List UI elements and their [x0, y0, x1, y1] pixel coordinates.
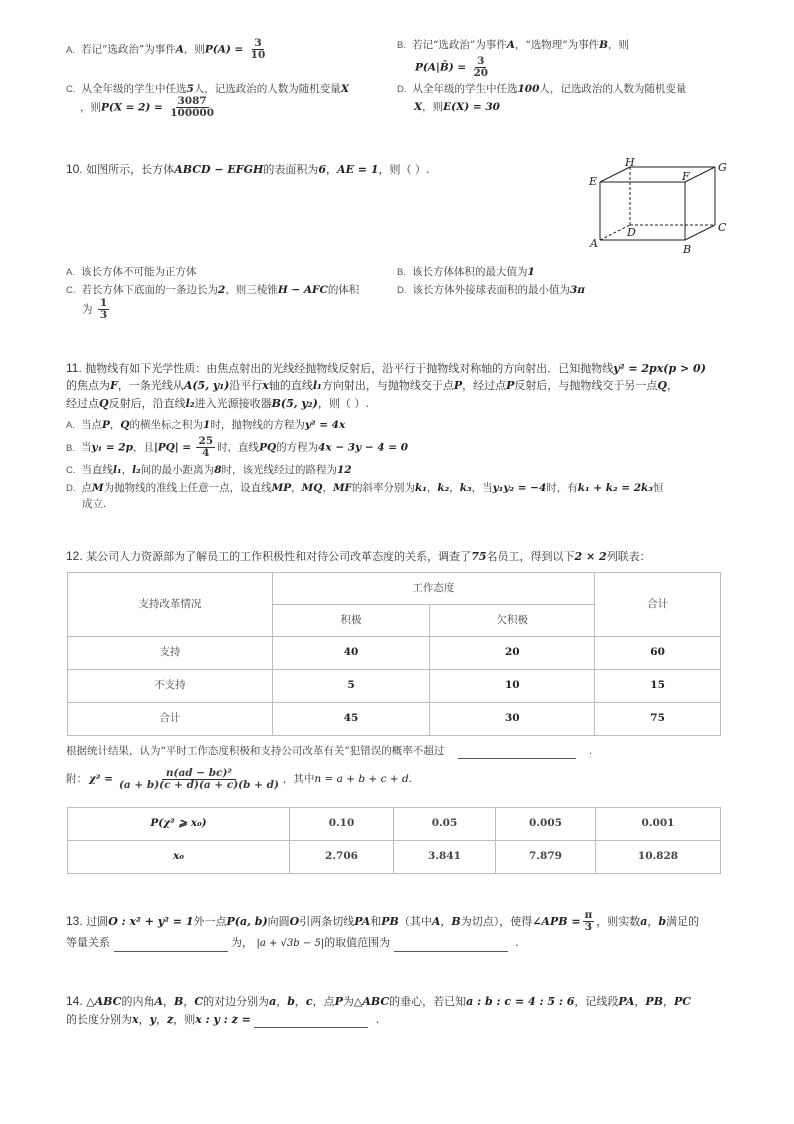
stem-text: ，	[667, 379, 678, 392]
question-number: 11.	[66, 361, 82, 375]
stem-text: 的长度分别为	[66, 1013, 132, 1026]
option-text: 的方程为	[276, 441, 319, 454]
stem-text: ，	[155, 1013, 167, 1026]
math: P	[101, 419, 110, 431]
stem-text: ，其中	[282, 772, 315, 785]
math: x	[132, 1013, 139, 1026]
math: 4x − 3y − 4 = 0	[318, 441, 409, 454]
option-text: 从全年级的学生中任选	[81, 83, 187, 95]
math: A	[431, 914, 441, 928]
stem-text: 为	[342, 995, 354, 1008]
math: 6	[318, 163, 327, 176]
math: l₁	[312, 379, 322, 392]
math: c	[305, 995, 313, 1008]
header-cell: 合计	[595, 573, 721, 637]
header-cell: 积极	[272, 605, 430, 637]
table-cell: 45	[272, 703, 430, 736]
math: x	[262, 379, 269, 392]
stem-text: 的焦点为	[66, 379, 110, 392]
math: B	[174, 995, 184, 1008]
q9-option-b	[397, 38, 629, 53]
math: PA	[354, 914, 371, 928]
q12-stem	[66, 548, 651, 565]
stem-text: ，	[663, 995, 674, 1008]
stem-text: 外一点	[193, 914, 227, 928]
stem-text: 的内角	[121, 995, 155, 1008]
option-label: A.	[66, 44, 75, 56]
option-text: 若记“选政治”为事件	[80, 43, 176, 56]
stem-text: 引两条切线	[299, 914, 355, 928]
q13-stem-line1	[66, 910, 699, 933]
math: 12	[337, 464, 352, 476]
option-text: 人，记选政治的人数为随机变量	[539, 83, 687, 95]
option-text: 从全年级的学生中任选	[412, 83, 518, 95]
denominator: 4	[202, 447, 210, 460]
option-text: 成立.	[82, 498, 107, 510]
stem-text: ，	[440, 914, 452, 928]
table-cell: 0.05	[394, 808, 496, 841]
stem-text: ，则（ ）.	[317, 397, 369, 410]
stem-text: 方向射出，与抛物线交于点	[321, 379, 454, 392]
math: |a + √3b − 5|	[256, 938, 325, 949]
stem-text: ，记线段	[574, 995, 619, 1008]
math: △ABC	[353, 995, 390, 1008]
question-number: 12.	[66, 549, 83, 563]
fraction	[583, 910, 595, 933]
table-cell: 60	[595, 637, 721, 670]
stem-text: 等量关系	[66, 936, 110, 949]
table-cell: 20	[430, 637, 595, 670]
edge-bc	[685, 225, 715, 240]
option-text: 的横坐标之积为	[129, 419, 204, 431]
option-text: ，则	[183, 43, 205, 56]
option-text: ，	[449, 482, 460, 494]
stem-text: ，	[326, 163, 338, 176]
table-cell: 3.841	[394, 841, 496, 874]
stem-text: 的表面积为	[263, 163, 319, 176]
option-text: 点	[81, 482, 92, 494]
math: A	[175, 43, 184, 56]
q11-stem-line3	[66, 396, 369, 412]
math: AE = 1	[337, 163, 379, 176]
math: 8	[214, 464, 222, 476]
table-cell: 40	[272, 637, 430, 670]
math: 3π	[570, 284, 585, 296]
table-row	[68, 808, 721, 841]
option-text: 当点	[80, 419, 102, 431]
q11-option-d	[66, 481, 663, 496]
math: B(5, y₂)	[271, 397, 318, 410]
numerator: 3	[477, 55, 485, 67]
option-text: 间的最小距离为	[140, 464, 215, 476]
table-cell: 10.828	[596, 841, 721, 874]
math: P(A) =	[204, 43, 244, 56]
math: Q	[657, 379, 667, 392]
vertex-label-h: H	[625, 156, 635, 169]
math: PC	[674, 995, 692, 1008]
q14-stem-line2	[66, 1012, 379, 1028]
option-label: D.	[397, 285, 407, 296]
vertex-label-d: D	[627, 226, 636, 239]
stem-text: 的垂心，若已知	[389, 995, 467, 1008]
math: X	[340, 83, 349, 95]
math: B	[599, 39, 609, 51]
math: P	[334, 995, 343, 1008]
q13-stem-line2	[66, 935, 519, 952]
stem-text: 反射后，与抛物线交于另一点	[514, 379, 658, 392]
stem-text: ，点	[312, 995, 335, 1008]
answer-blank[interactable]	[458, 747, 576, 759]
math: Q	[99, 397, 109, 410]
option-text: ，且	[132, 441, 154, 454]
stem-text: 和	[370, 914, 382, 928]
stem-text: ，则	[173, 1013, 196, 1026]
option-text: ，则三棱锥	[225, 284, 278, 296]
table-cell: 5	[272, 670, 430, 703]
q12-conclusion	[66, 744, 592, 759]
vertex-label-c: C	[718, 221, 727, 234]
math: P(a, b)	[226, 914, 268, 928]
option-text: 时，有	[546, 482, 578, 494]
q10-option-c-line2	[82, 298, 111, 321]
option-label: C.	[66, 84, 76, 95]
table-cell: 不支持	[68, 670, 273, 703]
stem-text: 如图所示，长方体	[86, 163, 175, 176]
question-number: 10.	[66, 162, 83, 176]
math: A(5, y₁)	[183, 379, 230, 392]
math: l₂	[132, 464, 141, 476]
denominator: 3	[584, 921, 593, 934]
math: O	[289, 914, 300, 928]
option-text: ，	[426, 482, 438, 494]
fraction	[471, 56, 490, 79]
math: C	[194, 995, 204, 1008]
fraction	[168, 96, 216, 119]
stem-text: 列联表：	[606, 550, 651, 563]
stem-text: .	[588, 745, 593, 757]
math: a	[269, 995, 277, 1008]
option-label: B.	[66, 442, 75, 454]
math: E(X) = 30	[443, 101, 500, 113]
math: y₁y₂ = −4	[492, 482, 547, 494]
math: 1	[203, 419, 211, 431]
stem-text: 反射后，沿直线	[108, 397, 186, 410]
option-label: B.	[397, 267, 406, 278]
stem-text: 向圆	[267, 914, 290, 928]
table-cell: 支持	[68, 637, 273, 670]
denominator: 10	[250, 49, 266, 62]
option-text: 该长方体外接球表面积的最小值为	[412, 284, 570, 296]
option-text: 人，记选政治的人数为随机变量	[193, 83, 341, 95]
math: 2 × 2	[574, 550, 607, 563]
option-text: 的体积	[327, 284, 360, 296]
q9-option-b-line2	[415, 56, 492, 79]
fraction	[117, 768, 281, 791]
math: b	[658, 914, 667, 928]
stem-text: 根据统计结果，认为“平时工作态度积极和支持公司改革有关”犯错误的概率不超过	[66, 745, 445, 757]
math: △ABC	[86, 995, 122, 1008]
stem-text: ，	[276, 995, 288, 1008]
math: 5	[186, 83, 194, 95]
math: x : y : z =	[195, 1013, 251, 1026]
stem-text: ，经过点	[462, 379, 507, 392]
math: |PQ| =	[153, 441, 192, 454]
option-text: 当直线	[81, 464, 113, 476]
math: a	[640, 914, 648, 928]
stem-text: 为切点），使得	[460, 914, 533, 928]
q9-option-d	[397, 82, 686, 97]
stem-text: 抛物线有如下光学性质：由焦点射出的光线经抛物线反射后，沿平行于抛物线对称轴的方向射出．已知抛物线	[85, 362, 614, 375]
table-cell: 合计	[68, 703, 273, 736]
option-text: 当	[80, 441, 92, 454]
stem-text: 过圆	[86, 914, 109, 928]
q9-option-c-line2	[80, 96, 218, 119]
option-text: ，	[109, 419, 121, 431]
option-text: ，则	[80, 101, 101, 114]
critical-value-table	[67, 807, 721, 874]
math: y₁ = 2p	[91, 441, 133, 454]
math: 1	[527, 266, 535, 278]
option-label: B.	[397, 40, 406, 51]
stem-text: 名员工，得到以下	[486, 550, 575, 563]
table-cell: 0.10	[290, 808, 394, 841]
math: k₁	[415, 482, 427, 494]
header-cell: 欠积极	[430, 605, 595, 637]
option-text: 时，抛物线的方程为	[210, 419, 305, 431]
math: z	[166, 1013, 174, 1026]
math: P(X = 2) =	[101, 101, 163, 114]
math: P	[453, 379, 463, 392]
vertex-label-e: E	[589, 175, 598, 188]
table-cell: 7.879	[496, 841, 596, 874]
math: χ² =	[89, 772, 113, 785]
stem-text: 沿平行	[229, 379, 263, 392]
math: H − AFC	[277, 284, 328, 296]
table-cell: 30	[430, 703, 595, 736]
edge-eh	[600, 167, 630, 182]
stem-text: 轴的直线	[268, 379, 313, 392]
stem-text: ，	[647, 914, 659, 928]
stem-text: ，	[183, 995, 195, 1008]
numerator: π	[584, 909, 593, 921]
stem-text: 的对边分别为	[203, 995, 270, 1008]
math: PB	[381, 914, 399, 928]
math: k₁ + k₂ = 2k₃	[577, 482, 653, 494]
math: b	[287, 995, 295, 1008]
table-row	[68, 703, 721, 736]
table-cell: 15	[595, 670, 721, 703]
question-number: 13.	[66, 913, 83, 928]
math: A	[506, 39, 515, 51]
chi-square-formula	[66, 768, 412, 791]
stem-text: ，则实数	[596, 914, 641, 928]
q11-option-b	[66, 436, 408, 459]
q9-option-d-line2	[414, 100, 500, 115]
math: PB	[645, 995, 663, 1008]
option-text: ，“选物理”为事件	[514, 39, 600, 51]
q10-option-a	[66, 265, 196, 280]
stem-text: ，则（ ）.	[378, 163, 430, 176]
numerator: 3	[254, 37, 262, 49]
answer-blank[interactable]	[254, 1016, 368, 1028]
edge-ad-hidden	[600, 225, 630, 240]
option-text: 该长方体体积的最大值为	[411, 266, 528, 278]
math: PQ	[259, 441, 277, 454]
math: ∠APB =	[532, 914, 581, 928]
q11-option-c	[66, 463, 352, 478]
option-text: 该长方体不可能为正方体	[80, 266, 197, 278]
table-row	[68, 637, 721, 670]
stem-text: 某公司人力资源部为了解员工的工作积极性和对待公司改革态度的关系，调查了	[86, 550, 472, 563]
math: 75	[471, 550, 487, 563]
math: n = a + b + c + d.	[314, 772, 412, 785]
numerator: 3087	[177, 95, 207, 107]
math: O : x² + y² = 1	[108, 914, 194, 928]
q11-stem-line1	[66, 360, 736, 377]
option-label: D.	[397, 84, 407, 95]
math: X	[414, 101, 423, 113]
stem-text: ，	[294, 995, 306, 1008]
option-label: D.	[66, 483, 76, 494]
math: P	[506, 379, 515, 392]
option-label: C.	[66, 465, 76, 476]
header-cell: 工作态度	[272, 573, 594, 605]
denominator: 20	[473, 67, 489, 80]
math: y² = 2px(p > 0)	[613, 362, 706, 375]
stem-text: .	[515, 936, 519, 949]
math: MP	[271, 482, 292, 494]
math: MF	[332, 482, 353, 494]
math: B	[451, 914, 461, 928]
stem-text: 进入光源接收器	[194, 397, 272, 410]
math: A	[154, 995, 163, 1008]
contingency-table	[67, 572, 721, 736]
math: F	[110, 379, 118, 392]
fraction	[98, 298, 109, 321]
numerator: 1	[99, 297, 108, 309]
math: P(A|B̄) =	[415, 61, 467, 74]
q10-option-c	[66, 283, 359, 298]
math: PA	[618, 995, 635, 1008]
stem-text: 为，	[231, 936, 253, 949]
q10-stem	[66, 161, 429, 178]
option-text: 的斜率分别为	[352, 482, 416, 494]
table-row	[68, 670, 721, 703]
math: l₂	[185, 397, 195, 410]
math: 2	[218, 284, 226, 296]
math: Q	[120, 419, 130, 431]
option-text: 若记“选政治”为事件	[411, 39, 507, 51]
option-label: A.	[66, 420, 75, 431]
math: y	[149, 1013, 156, 1026]
stem-text: .	[375, 1013, 380, 1026]
answer-blank[interactable]	[114, 940, 228, 952]
answer-blank[interactable]	[394, 940, 508, 952]
denominator: 100000	[170, 107, 215, 120]
stem-text: 满足的	[666, 914, 700, 928]
q11-option-a	[66, 418, 345, 433]
option-text: ，则	[422, 101, 444, 113]
math: ABCD − EFGH	[174, 163, 264, 176]
stem-text: 的取值范围为	[324, 936, 391, 949]
stem-text: 经过点	[66, 397, 99, 410]
option-text: 时，该光线经过的路程为	[221, 464, 337, 476]
math: MQ	[301, 482, 323, 494]
option-text: 若长方体下底面的一条边长为	[81, 284, 218, 296]
option-text: ，	[291, 482, 302, 494]
option-text: 为	[82, 303, 93, 316]
fraction	[249, 38, 268, 61]
q9-option-c	[66, 82, 349, 97]
vertex-label-f: F	[682, 170, 690, 183]
option-text: 恒	[652, 482, 664, 494]
table-cell: x₀	[68, 841, 290, 874]
vertex-label-a: A	[590, 237, 598, 250]
option-text: ，	[121, 464, 133, 476]
denominator: 3	[99, 309, 108, 322]
table-cell: 0.005	[496, 808, 596, 841]
option-text: 为抛物线的准线上任意一点，设直线	[103, 482, 272, 494]
math: a : b : c = 4 : 5 : 6	[466, 995, 575, 1008]
table-row	[68, 841, 721, 874]
math: 100	[517, 83, 540, 95]
question-number: 14.	[66, 994, 83, 1008]
table-cell: 10	[430, 670, 595, 703]
table-cell: 75	[595, 703, 721, 736]
fraction	[196, 436, 215, 459]
q9-option-a	[66, 38, 269, 61]
table-cell: P(χ² ⩾ x₀)	[68, 808, 290, 841]
math: M	[92, 482, 104, 494]
stem-text: ，一条光线从	[117, 379, 184, 392]
option-text: ，	[322, 482, 333, 494]
q11-option-d-line2	[82, 497, 106, 512]
table-cell: 2.706	[290, 841, 394, 874]
q14-stem-line1	[66, 993, 691, 1010]
header-cell: 支持改革情况	[68, 573, 273, 637]
appendix-label: 附：	[66, 772, 87, 785]
numerator: n(ad − bc)²	[162, 768, 236, 780]
numerator: 25	[198, 435, 214, 447]
math: k₂	[437, 482, 450, 494]
math: y² = 4x	[304, 419, 346, 431]
stem-text: ，	[138, 1013, 150, 1026]
q10-option-b	[397, 265, 535, 280]
stem-text: ，	[163, 995, 174, 1008]
option-label: C.	[66, 285, 76, 296]
denominator: (a + b)(c + d)(a + c)(b + d)	[118, 779, 279, 792]
math: k₃	[459, 482, 472, 494]
cuboid-figure	[585, 155, 735, 255]
option-text: ，当	[471, 482, 493, 494]
q11-stem-line2	[66, 378, 736, 394]
option-text: 时，直线	[217, 441, 260, 454]
vertex-label-b: B	[683, 243, 692, 255]
q10-option-d	[397, 283, 585, 298]
stem-text: （其中	[398, 914, 432, 928]
table-header-row	[68, 573, 721, 605]
option-text: ，则	[608, 39, 630, 51]
stem-text: ，	[634, 995, 646, 1008]
math: l₁	[113, 464, 122, 476]
vertex-label-g: G	[718, 161, 727, 174]
table-cell: 0.001	[596, 808, 721, 841]
option-label: A.	[66, 267, 75, 278]
